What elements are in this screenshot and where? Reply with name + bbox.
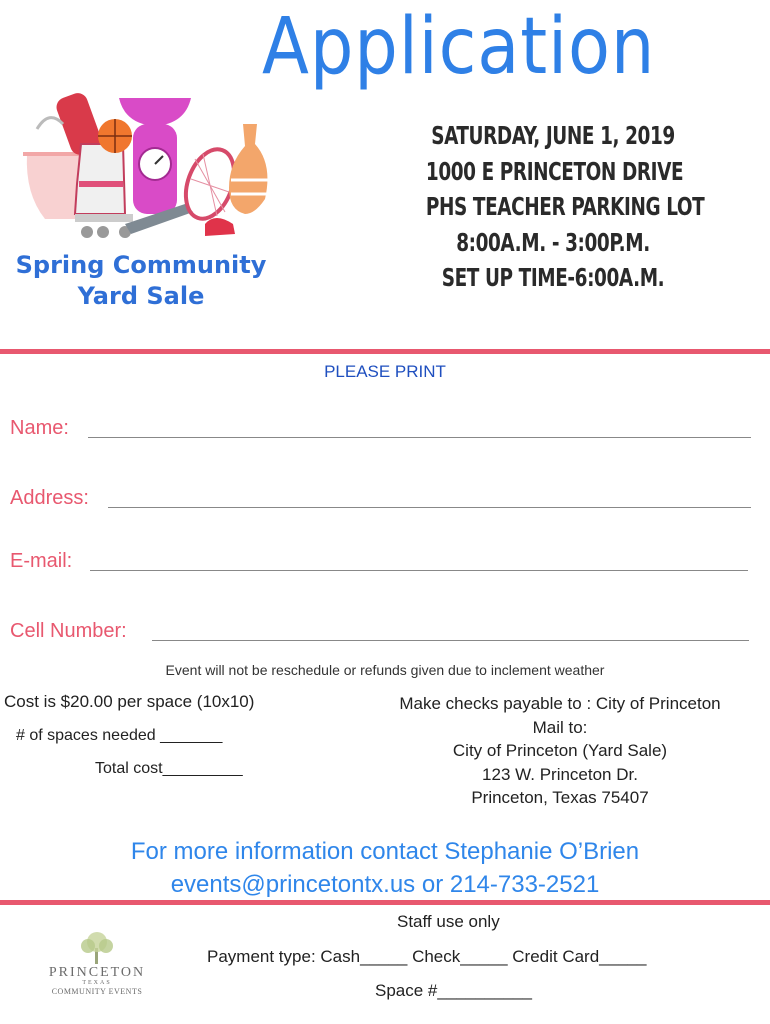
- logo-state: TEXAS: [82, 980, 112, 986]
- top-divider: [0, 349, 770, 354]
- please-print-label: PLEASE PRINT: [324, 362, 446, 381]
- contact-info: [0, 835, 770, 901]
- event-setup-time: SET UP TIME-6:00A.M.: [441, 263, 665, 292]
- mail-address-line3: Princeton, Texas 75407: [471, 788, 649, 807]
- checks-payable: Make checks payable to : City of Princeton: [399, 694, 721, 713]
- cell-number-field[interactable]: [152, 640, 749, 641]
- event-address: 1000 E PRINCETON DRIVE: [425, 156, 684, 186]
- cost-per-space: Cost is $20.00 per space (10x10): [4, 692, 255, 711]
- payment-type-field[interactable]: Payment type: Cash_____ Check_____ Credit Card_____: [207, 947, 647, 966]
- name-label: Name:: [10, 417, 69, 439]
- logo-name: PRINCETON: [48, 965, 146, 980]
- yard-sale-illustration: [15, 84, 280, 254]
- contact-line1: For more information contact Stephanie O’Brien: [130, 838, 640, 865]
- total-cost-field[interactable]: Total cost_________: [95, 760, 243, 777]
- mailing-info: [360, 692, 760, 810]
- address-field[interactable]: [108, 507, 751, 508]
- mail-to-label: Mail to:: [532, 717, 588, 737]
- princeton-logo: [38, 965, 156, 996]
- event-location: PHS TEACHER PARKING LOT: [425, 192, 705, 221]
- bottom-divider: [0, 900, 770, 905]
- event-name: [10, 250, 272, 312]
- event-date: SATURDAY, JUNE 1, 2019: [431, 121, 675, 150]
- spaces-needed-field[interactable]: # of spaces needed _______: [16, 727, 223, 744]
- contact-line2: events@princetontx.us or 214-733-2521: [170, 871, 600, 898]
- mail-address-line1: City of Princeton (Yard Sale): [452, 741, 668, 760]
- weather-disclaimer: Event will not be reschedule or refunds given due to inclement weather: [165, 662, 605, 678]
- email-label: E-mail:: [10, 550, 73, 572]
- staff-use-heading: Staff use only: [397, 912, 500, 931]
- address-label: Address:: [10, 487, 89, 509]
- event-name-line1: Spring Community: [15, 251, 267, 279]
- event-name-line2: Yard Sale: [77, 282, 205, 310]
- event-hours: 8:00A.M. - 3:00P.M.: [456, 227, 650, 257]
- logo-tagline: COMMUNITY EVENTS: [51, 987, 143, 996]
- tree-logo-icon: [76, 930, 118, 964]
- mail-address-line2: 123 W. Princeton Dr.: [482, 764, 638, 784]
- event-details: [398, 118, 708, 296]
- name-field[interactable]: [88, 437, 751, 438]
- space-number-field[interactable]: Space #__________: [375, 981, 532, 1000]
- cell-number-label: Cell Number:: [10, 620, 127, 642]
- email-field[interactable]: [90, 570, 748, 571]
- page-title: Application: [262, 2, 656, 92]
